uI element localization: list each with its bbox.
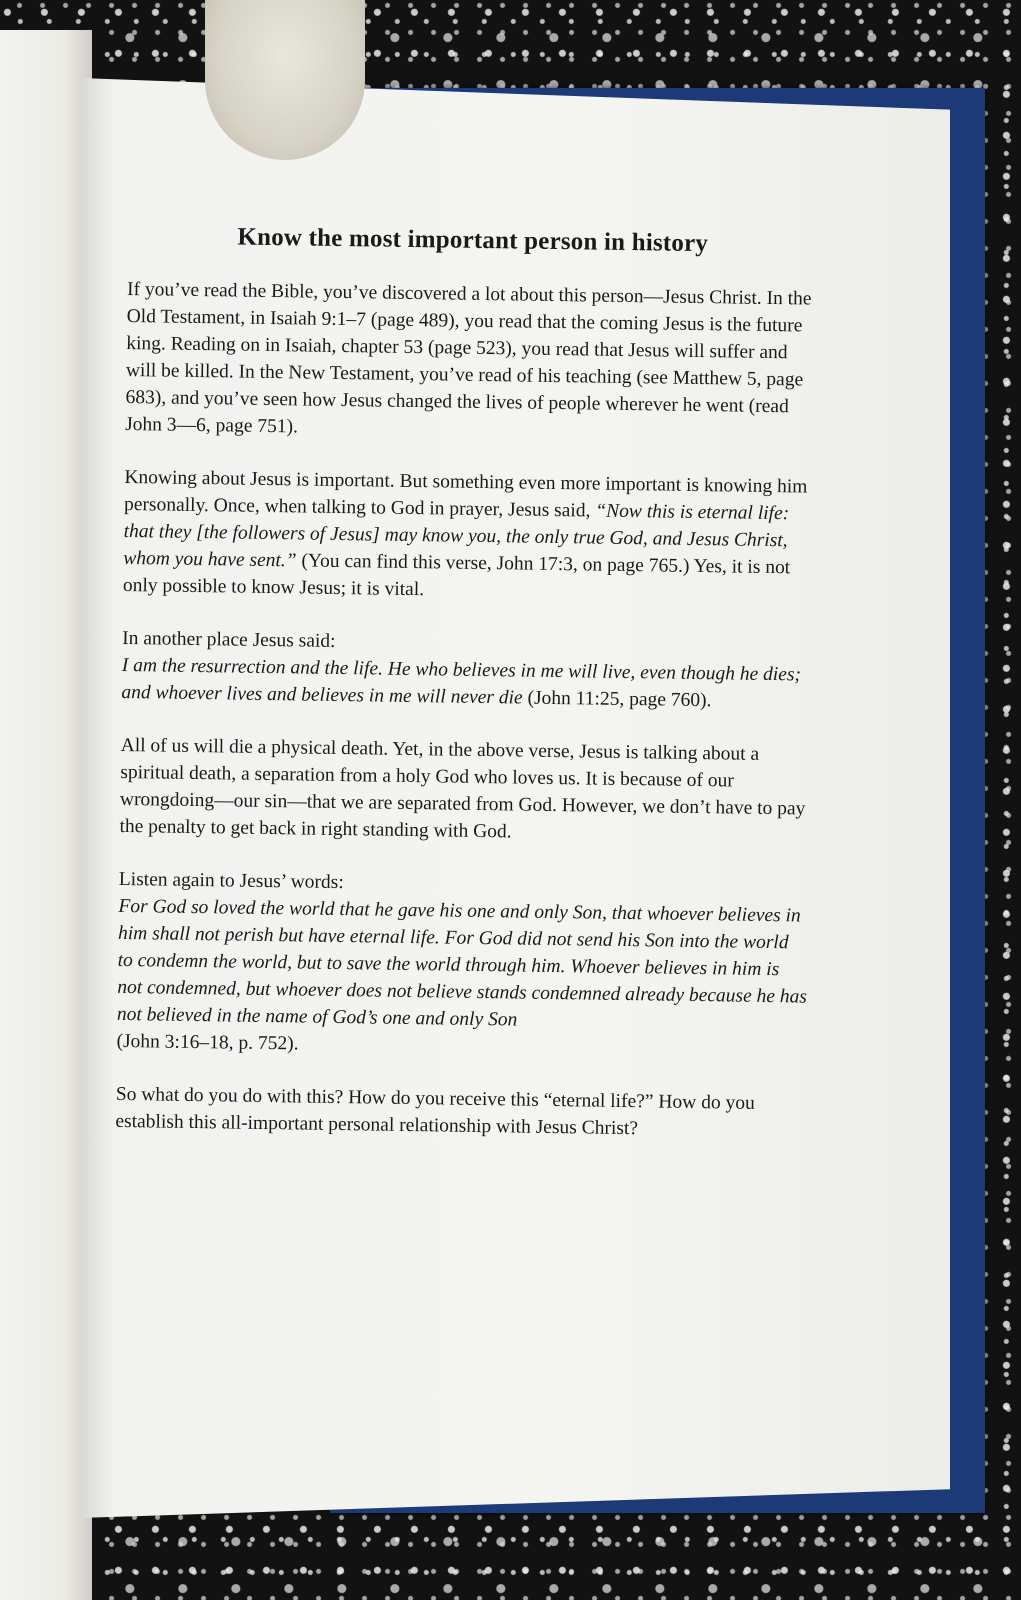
paragraph-2-outro: (You can find this verse, John 17:3, on page 765.) Yes, it is not only possible to know Jesus; it is vital. bbox=[122, 550, 791, 601]
paragraph-1: If you’ve read the Bible, you’ve discovered a lot about this person—Jesus Christ. In the Old Testament, in Isaiah 9:1–7 (page 489), you read that the coming Jesus is the future king. Reading on in Isaiah, chapter 53 (page 523), you read that Jesus will suffer and will be killed. In the New Testament, you’ve read of his teaching (see Matthew 5, page 683), and you’ve seen how Jesus changed the lives of people wherever he went (read John 3—6, page 751). bbox=[125, 278, 812, 438]
page-content bbox=[115, 222, 818, 1171]
paragraph-3-intro: In another place Jesus said: bbox=[122, 627, 336, 652]
paragraph-2-intro: Knowing about Jesus is important. But something even more important is knowing him personally. Once, when talking to God in prayer, Jesus said, bbox=[123, 466, 808, 522]
paragraph-6: So what do you do with this? How do you receive this “eternal life?” How do you establish this all-important personal relationship with Jesus Christ? bbox=[115, 1083, 755, 1140]
left-page bbox=[0, 30, 92, 1600]
page-heading: Know the most important person in history bbox=[237, 223, 709, 258]
paragraph-2 bbox=[123, 464, 815, 609]
paragraph-3 bbox=[121, 625, 812, 716]
paragraph-4: All of us will die a physical death. Yet, in the above verse, Jesus is talking about a spiritual death, a separation from a holy God who loves us. It is because of our wrongdoing—our sin—that we are separated from God. However, we don’t have to pay the penalty to get back in right standing with God. bbox=[119, 734, 806, 843]
paragraph-5 bbox=[116, 866, 809, 1065]
gloved-thumb bbox=[205, 0, 365, 160]
paragraph-5-quote: For God so loved the world that he gave his one and only Son, that whoever believes in him shall not perish but have eternal life. For God did not send his Son into the world to condemn the world, but to save the world through him. Whoever believes in him is not condemned, but whoever does not believe stands condemned already because he has not believed in the name of God’s one and only Son bbox=[116, 895, 808, 1031]
paragraph-3-quote: I am the resurrection and the life. He who believes in me will live, even though he dies; and whoever lives and believes in me will never die bbox=[121, 654, 802, 709]
paragraph-5-intro: Listen again to Jesus’ words: bbox=[118, 868, 344, 894]
paragraph-5-ref: (John 3:16–18, p. 752). bbox=[116, 1030, 299, 1055]
paragraph-2-quote: “Now this is eternal life: that they [the followers of Jesus] may know you, the only true God, and Jesus Christ, whom you have sent.” bbox=[123, 500, 790, 572]
paragraph-3-ref: (John 11:25, page 760). bbox=[522, 687, 712, 712]
